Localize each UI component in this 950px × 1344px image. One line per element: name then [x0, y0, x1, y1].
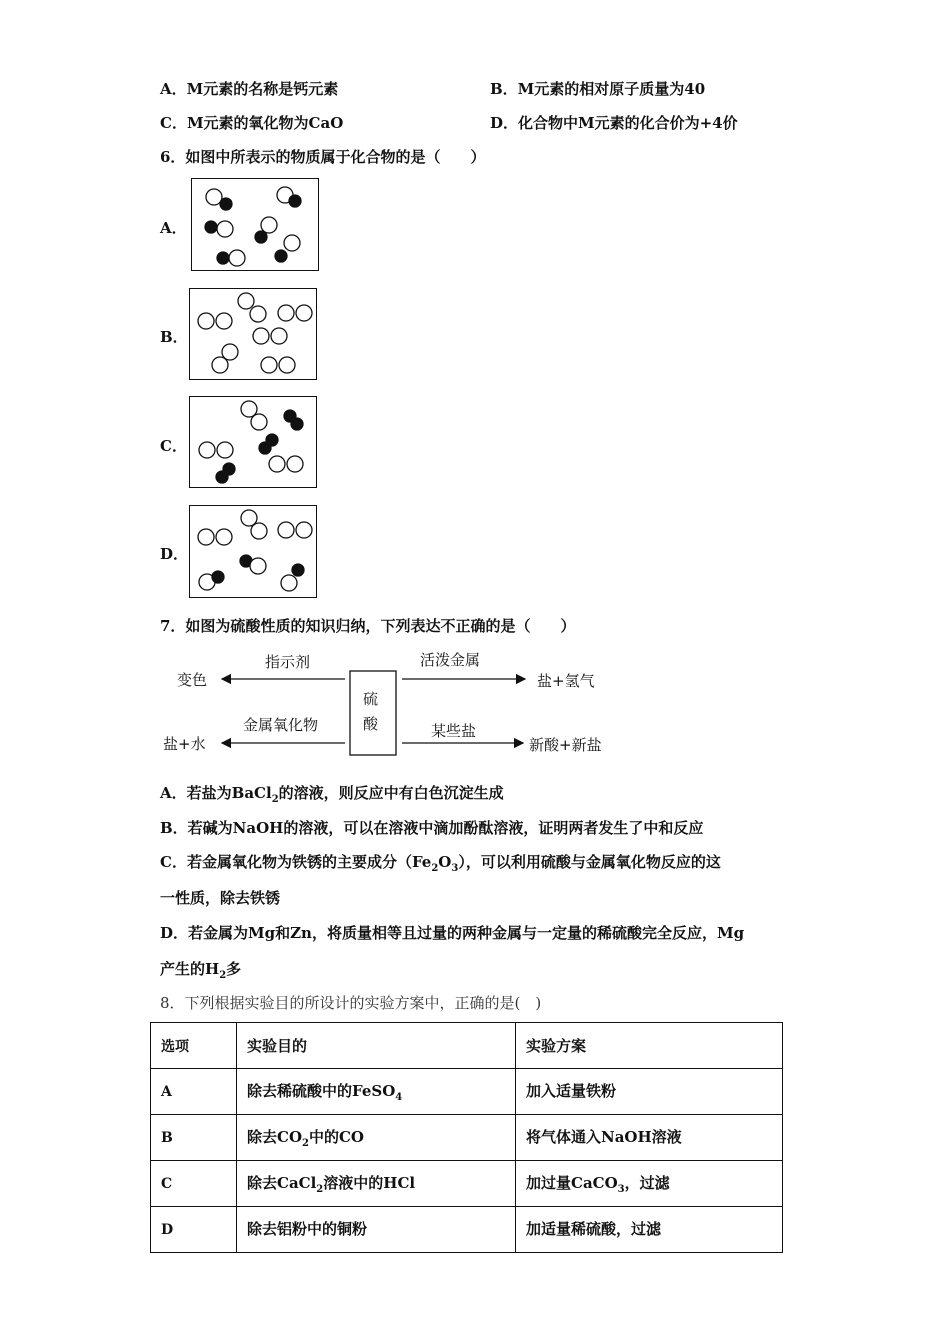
- q6-figure-b: [189, 288, 317, 380]
- center-text-bottom: 酸: [363, 715, 379, 733]
- header-goal: 实验目的: [237, 1023, 516, 1069]
- table-row: [151, 1207, 783, 1253]
- q7-option-d-cont: 产生的$H_2$多: [160, 960, 242, 981]
- label-active-metal: 活泼金属: [420, 651, 481, 669]
- table-row: [151, 1069, 783, 1115]
- q7-option-a: A．若盐为BaCl$_2$的溶液，则反应中有白色沉淀生成: [160, 784, 504, 805]
- row-plan: 加入适量铁粉: [516, 1069, 783, 1115]
- q5-option-a: A．M元素的名称是钙元素: [160, 80, 339, 98]
- q6-figure-d: [189, 505, 317, 598]
- q6-figure-a: [191, 178, 319, 271]
- row-goal: 除去CaCl$_2$溶液中的HCl: [237, 1161, 516, 1207]
- result-salt-hydrogen: 盐+氢气: [537, 672, 595, 690]
- molecule-diagram-b: [190, 289, 318, 381]
- row-plan: 加适量稀硫酸，过滤: [516, 1207, 783, 1253]
- row-option: C: [151, 1161, 237, 1207]
- table-header-row: [151, 1023, 783, 1069]
- q5-option-b: B．M元素的相对原子质量为40: [490, 80, 706, 98]
- q7-option-c-cont: 一性质，除去铁锈: [160, 889, 281, 907]
- q6-label-d: D．: [160, 545, 189, 563]
- label-metal-oxide: 金属氧化物: [243, 716, 319, 734]
- table-row: [151, 1115, 783, 1161]
- q5-option-c: C．M元素的氧化物为CaO: [160, 114, 344, 132]
- q8-stem: 8．下列根据实验目的所设计的实验方案中，正确的是( ): [160, 994, 542, 1012]
- q6-label-b: B．: [160, 328, 188, 346]
- q6-stem: 6．如图中所表示的物质属于化合物的是（ ）: [160, 148, 486, 166]
- label-some-salts: 某些盐: [431, 722, 477, 740]
- table-row: [151, 1161, 783, 1207]
- label-indicator: 指示剂: [265, 653, 311, 671]
- result-salt-water: 盐+水: [163, 735, 206, 753]
- row-goal: 除去$CO_2$中的CO: [237, 1115, 516, 1161]
- q6-label-a: A．: [160, 219, 187, 237]
- sulfuric-acid-properties-diagram: [155, 643, 625, 763]
- row-option: B: [151, 1115, 237, 1161]
- result-color-change: 变色: [177, 671, 208, 689]
- molecule-diagram-a: [192, 179, 320, 272]
- row-option: A: [151, 1069, 237, 1115]
- q6-label-c: C．: [160, 437, 187, 455]
- q6-figure-c: [189, 396, 317, 488]
- molecule-diagram-d: [190, 506, 318, 599]
- row-plan: 加过量CaCO$_3$，过滤: [516, 1161, 783, 1207]
- q7-option-b: B．若碱为NaOH的溶液，可以在溶液中滴加酚酞溶液，证明两者发生了中和反应: [160, 819, 704, 837]
- q7-option-d: D．若金属为Mg和Zn，将质量相等且过量的两种金属与一定量的稀硫酸完全反应，Mg: [160, 924, 745, 942]
- center-text-top: 硫: [363, 690, 379, 708]
- row-goal: 除去稀硫酸中的FeSO$_4$: [237, 1069, 516, 1115]
- q5-option-d: D．化合物中M元素的化合价为+4价: [490, 114, 738, 132]
- result-new-acid-salt: 新酸+新盐: [529, 736, 602, 754]
- row-goal: 除去铝粉中的铜粉: [237, 1207, 516, 1253]
- q8-table: [150, 1022, 783, 1253]
- q7-stem: 7．如图为硫酸性质的知识归纳，下列表达不正确的是（ ）: [160, 617, 576, 635]
- row-option: D: [151, 1207, 237, 1253]
- q7-option-c: C．若金属氧化物为铁锈的主要成分$(Fe_2O_3)$，可以利用硫酸与金属氧化物反应的这: [160, 853, 721, 874]
- row-plan: 将气体通入NaOH溶液: [516, 1115, 783, 1161]
- header-plan: 实验方案: [516, 1023, 783, 1069]
- molecule-diagram-c: [190, 397, 318, 489]
- header-option: 选项: [151, 1023, 237, 1069]
